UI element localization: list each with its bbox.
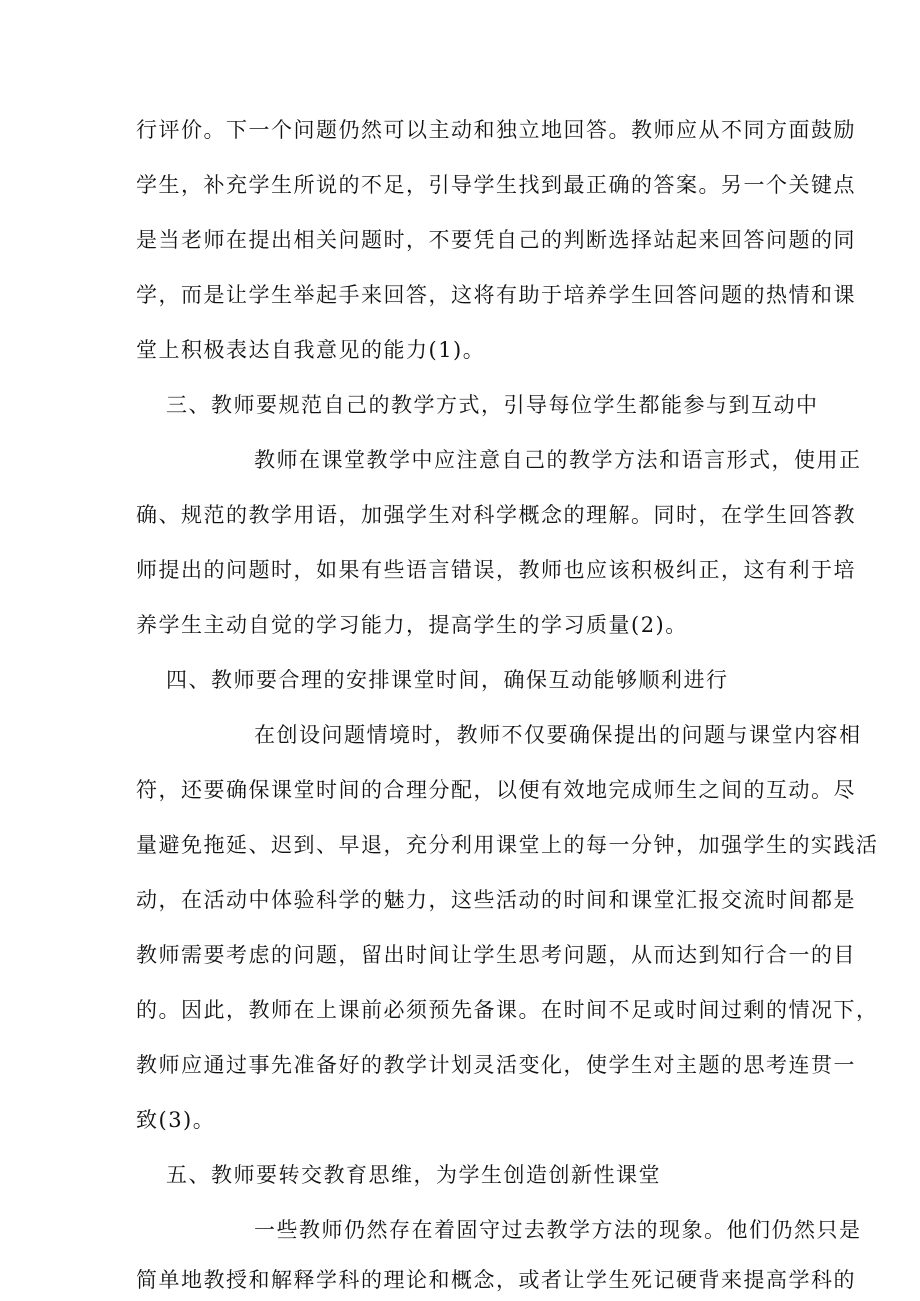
paragraph-line: 行评价。下一个问题仍然可以主动和独立地回答。教师应从不同方面鼓励 xyxy=(136,118,856,142)
paragraph-line: 师提出的问题时，如果有些语言错误，教师也应该积极纠正，这有利于培 xyxy=(136,558,856,582)
paragraph-line: 一些教师仍然存在着固守过去教学方法的现象。他们仍然只是 xyxy=(254,1218,862,1242)
paragraph-line: 确、规范的教学用语，加强学生对科学概念的理解。同时，在学生回答教 xyxy=(136,503,856,527)
paragraph-line: 学，而是让学生举起手来回答，这将有助于培养学生回答问题的热情和课 xyxy=(136,283,856,307)
paragraph-line: 是当老师在提出相关问题时，不要凭自己的判断选择站起来回答问题的同 xyxy=(136,228,856,252)
section-heading: 三、教师要规范自己的教学方式，引导每位学生都能参与到互动中 xyxy=(166,393,819,417)
paragraph-line: 动，在活动中体验科学的魅力，这些活动的时间和课堂汇报交流时间都是 xyxy=(136,888,856,912)
paragraph-line: 在创设问题情境时，教师不仅要确保提出的问题与课堂内容相 xyxy=(254,723,862,747)
section-heading: 四、教师要合理的安排课堂时间，确保互动能够顺利进行 xyxy=(166,668,729,692)
paragraph-line: 简单地教授和解释学科的理论和概念，或者让学生死记硬背来提高学科的 xyxy=(136,1268,856,1292)
paragraph-line: 符，还要确保课堂时间的合理分配，以便有效地完成师生之间的互动。尽 xyxy=(136,778,856,802)
paragraph-line: 教师在课堂教学中应注意自己的教学方法和语言形式，使用正 xyxy=(254,448,862,472)
paragraph-line: 致(3)。 xyxy=(136,1108,216,1132)
paragraph-line: 量避免拖延、迟到、早退，充分利用课堂上的每一分钟，加强学生的实践活 xyxy=(136,833,879,857)
paragraph-line: 教师应通过事先准备好的教学计划灵活变化，使学生对主题的思考连贯一 xyxy=(136,1053,856,1077)
paragraph-line: 养学生主动自觉的学习能力，提高学生的学习质量(2)。 xyxy=(136,613,688,637)
paragraph-line: 堂上积极表达自我意见的能力(1)。 xyxy=(136,338,486,362)
paragraph-line: 的。因此，教师在上课前必须预先备课。在时间不足或时间过剩的情况下， xyxy=(136,998,879,1022)
section-heading: 五、教师要转交教育思维，为学生创造创新性课堂 xyxy=(166,1163,661,1187)
paragraph-line: 学生，补充学生所说的不足，引导学生找到最正确的答案。另一个关键点 xyxy=(136,173,856,197)
paragraph-line: 教师需要考虑的问题，留出时间让学生思考问题，从而达到知行合一的目 xyxy=(136,943,856,967)
